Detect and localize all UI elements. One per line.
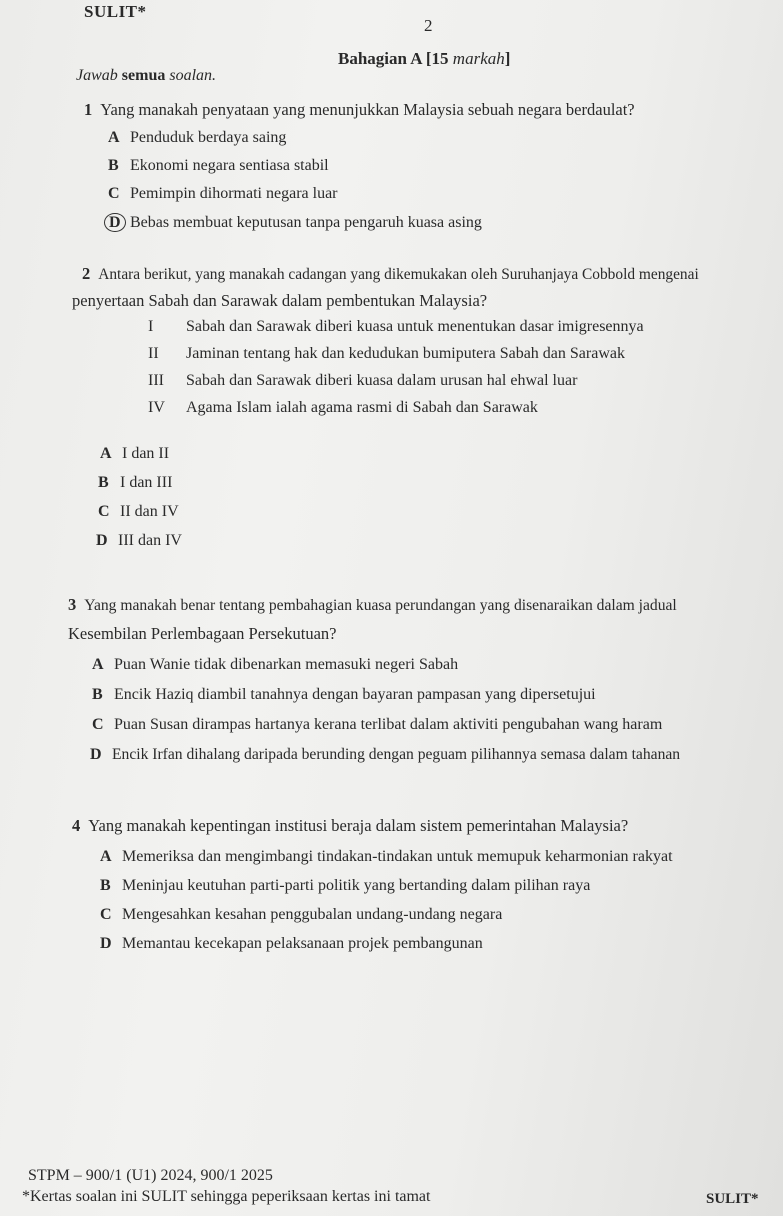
q2-option-b[interactable] [98,474,172,492]
question-2-line2: penyertaan Sabah dan Sarawak dalam pembentukan Malaysia? [72,291,488,310]
option-letter: A [100,848,112,865]
q3-option-b[interactable] [92,686,596,704]
q4-option-c[interactable] [100,906,502,924]
footer-note: *Kertas soalan ini SULIT sehingga peperiksaan kertas ini tamat [22,1188,431,1205]
q2-option-c[interactable] [98,503,179,521]
question-4 [72,816,628,836]
option-text: Encik Irfan dihalang daripada berunding dengan peguam pilihannya semasa dalam tahanan [112,746,681,763]
option-text: III dan IV [118,532,182,549]
option-text: Puan Wanie tidak dibenarkan memasuki negeri Sabah [114,656,459,673]
section-title [338,49,510,69]
statement-numeral: IV [148,399,165,416]
option-letter: B [98,474,109,491]
statement-text: Sabah dan Sarawak diberi kuasa untuk menentukan dasar imigresennya [186,318,644,335]
option-text: Penduduk berdaya saing [130,129,287,146]
q1-option-b[interactable] [108,157,329,175]
q2-statement-iii [148,372,577,390]
option-letter: B [108,157,119,174]
q1-option-d[interactable] [108,213,482,232]
option-text: II dan IV [120,503,179,520]
q3-option-c[interactable] [92,716,662,734]
statement-numeral: I [148,318,154,335]
q3-option-d[interactable] [90,746,680,764]
question-text: Yang manakah kepentingan institusi beraja dalam sistem pemerintahan Malaysia? [88,816,629,835]
option-text: Pemimpin dihormati negara luar [130,185,338,202]
option-text: Bebas membuat keputusan tanpa pengaruh kuasa asing [130,214,482,231]
option-letter-wrap [108,213,130,232]
question-3-line2: Kesembilan Perlembagaan Persekutuan? [68,624,337,643]
circled-answer-mark: D [104,213,126,232]
q4-option-b[interactable] [100,877,590,895]
q1-option-a[interactable] [108,129,286,147]
instruction-semua: semua [121,67,166,84]
q4-option-d[interactable] [100,935,483,953]
question-number: 1 [84,100,93,119]
question-3 [68,595,677,615]
statement-text: Jaminan tentang hak dan kedudukan bumiputera Sabah dan Sarawak [186,345,625,362]
question-number: 2 [82,264,91,283]
option-text: Encik Haziq diambil tanahnya dengan bayaran pampasan yang dipersetujui [114,686,596,703]
q3-option-a[interactable] [92,656,458,674]
option-letter: B [100,877,111,894]
question-number: 4 [72,816,81,835]
option-letter: C [100,906,112,923]
question-text-line1: Antara berikut, yang manakah cadangan yang dikemukakan oleh Suruhanjaya Cobbold mengenai [98,266,699,283]
header-sulit: SULIT* [84,2,147,21]
option-letter: A [92,656,104,673]
question-text: Yang manakah penyataan yang menunjukkan Malaysia sebuah negara berdaulat? [100,100,635,119]
option-text: I dan III [120,474,173,491]
option-text: Ekonomi negara sentiasa stabil [130,157,329,174]
section-close: ] [504,49,511,68]
footer-exam-code: STPM – 900/1 (U1) 2024, 900/1 2025 [28,1167,273,1184]
footer-sulit: SULIT* [706,1191,759,1207]
question-2 [82,264,699,284]
question-number: 3 [68,595,77,614]
option-letter: D [96,532,108,549]
q2-option-a[interactable] [100,445,169,463]
option-letter: C [98,503,110,520]
section-marks: markah [452,49,505,68]
section-title-text: Bahagian A [15 [338,49,449,68]
statement-numeral: III [148,372,164,389]
q1-option-c[interactable] [108,185,338,203]
option-text: Memeriksa dan mengimbangi tindakan-tindakan untuk memupuk keharmonian rakyat [122,848,673,865]
instruction-jawab: Jawab [76,67,118,84]
statement-numeral: II [148,345,159,362]
option-letter: A [108,129,120,146]
statement-text: Sabah dan Sarawak diberi kuasa dalam urusan hal ehwal luar [186,372,578,389]
option-letter: C [92,716,104,733]
q2-statement-ii [148,345,625,363]
option-text: Puan Susan dirampas hartanya kerana terlibat dalam aktiviti pengubahan wang haram [114,716,663,733]
q2-option-d[interactable] [96,532,182,550]
option-letter: B [92,686,103,703]
option-letter: C [108,185,120,202]
statement-text: Agama Islam ialah agama rasmi di Sabah dan Sarawak [186,399,538,416]
instruction-soalan: soalan. [169,67,217,84]
option-letter: A [100,445,112,462]
option-letter: D [100,935,112,952]
question-1 [84,100,635,120]
q2-statement-i [148,318,644,336]
question-text-line1: Yang manakah benar tentang pembahagian kuasa perundangan yang disenaraikan dalam jadual [84,597,677,614]
page-number: 2 [424,16,433,35]
option-text: Memantau kecekapan pelaksanaan projek pembangunan [122,935,483,952]
q2-statement-iv [148,399,538,417]
option-text: Mengesahkan kesahan penggubalan undang-undang negara [122,906,503,923]
option-text: Meninjau keutuhan parti-parti politik yang bertanding dalam pilihan raya [122,877,591,894]
option-letter: D [90,746,102,763]
option-text: I dan II [122,445,170,462]
instruction [76,67,216,85]
q4-option-a[interactable] [100,848,673,866]
